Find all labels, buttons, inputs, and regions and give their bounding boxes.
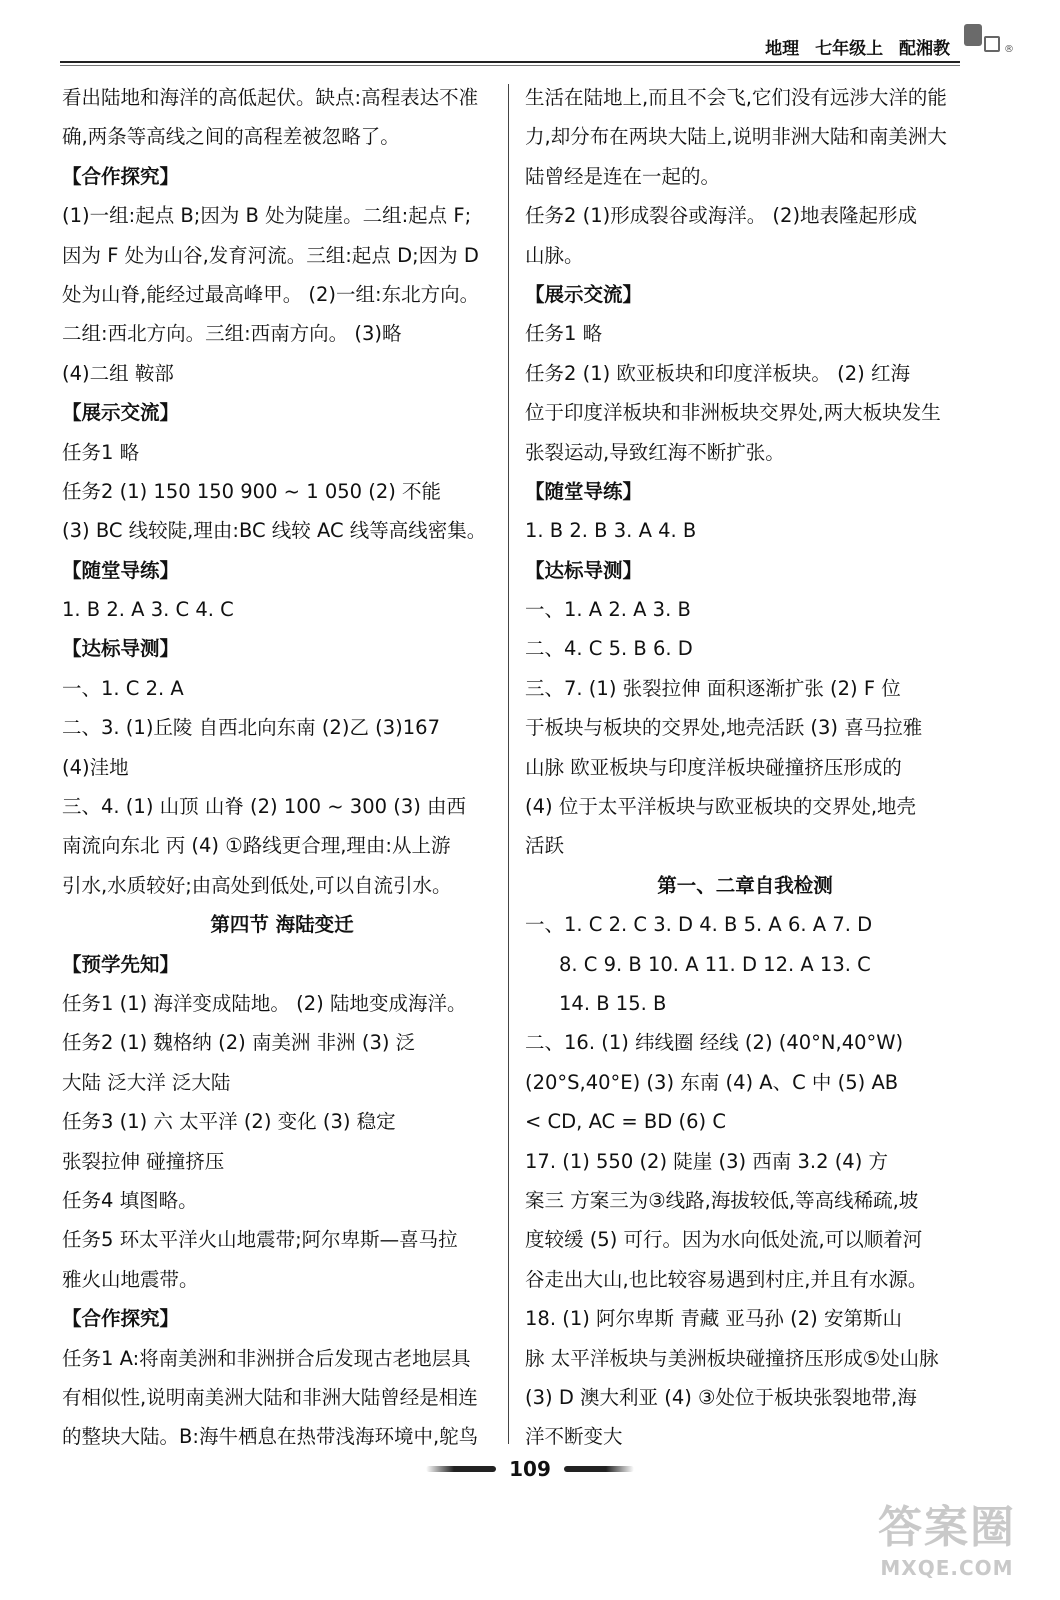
answer-line: 于板块与板块的交界处,地壳活跃 (3) 喜马拉雅 <box>525 716 923 740</box>
chapter-title: 第一、二章自我检测 <box>657 873 833 897</box>
answer-line: 确,两条等高线之间的高程差被忽略了。 <box>62 125 400 149</box>
section-heading: 【合作探究】 <box>62 1307 180 1331</box>
section-heading: 【达标导测】 <box>525 558 643 582</box>
answer-line: 有相似性,说明南美洲大陆和非洲大陆曾经是相连 <box>62 1385 478 1409</box>
answer-line: (3) BC 线较陡,理由:BC 线较 AC 线等高线密集。 <box>62 519 487 543</box>
answer-line: 任务3 (1) 六 太平洋 (2) 变化 (3) 稳定 <box>62 1110 396 1134</box>
answer-line: 张裂运动,导致红海不断扩张。 <box>525 440 785 464</box>
answer-line: 度较缓 (5) 可行。因为水向低处流,可以顺着河 <box>525 1228 923 1252</box>
answer-line: 三、4. (1) 山顶 山脊 (2) 100 ~ 300 (3) 由西 <box>62 795 467 819</box>
page-header <box>60 14 1020 66</box>
answer-line: 的整块大陆。B:海牛栖息在热带浅海环境中,鸵鸟 <box>62 1425 479 1449</box>
header-rule <box>60 61 960 63</box>
answer-line: (4) 位于太平洋板块与欧亚板块的交界处,地壳 <box>525 795 917 819</box>
answer-line: 二、3. (1)丘陵 自西北向东南 (2)乙 (3)167 <box>62 716 440 740</box>
answer-line: (4)二组 鞍部 <box>62 361 174 385</box>
answer-line: (4)洼地 <box>62 755 129 779</box>
header-title <box>755 34 950 59</box>
publisher-mark-icon <box>984 36 1000 52</box>
answer-line: 一、1. C 2. C 3. D 4. B 5. A 6. A 7. D <box>525 913 873 937</box>
answer-line: 张裂拉伸 碰撞挤压 <box>62 1149 225 1173</box>
answer-line: < CD, AC = BD (6) C <box>525 1110 726 1134</box>
answer-line: 引水,水质较好;由高处到低处,可以自流引水。 <box>62 873 452 897</box>
watermark <box>862 1500 1032 1590</box>
answer-line: (1)一组:起点 B;因为 B 处为陡崖。二组:起点 F; <box>62 204 472 228</box>
answer-line: 案三 方案三为③线路,海拔较低,等高线稀疏,坡 <box>525 1188 919 1212</box>
answer-line: 二、16. (1) 纬线圈 经线 (2) (40°N,40°W) <box>525 1031 904 1055</box>
section-heading: 【达标导测】 <box>62 637 180 661</box>
answer-line: 谷走出大山,也比较容易遇到村庄,并且有水源。 <box>525 1267 928 1291</box>
chapter-title: 第四节 海陆变迁 <box>210 913 354 937</box>
answer-line: 任务1 A:将南美洲和非洲拼合后发现古老地层具 <box>62 1346 471 1370</box>
answer-line: 雅火山地震带。 <box>62 1267 199 1291</box>
section-heading: 【合作探究】 <box>62 164 180 188</box>
watermark-url: MXQE.COM <box>880 1556 1014 1580</box>
answer-line: 一、1. C 2. A <box>62 676 184 700</box>
header-rule-thin <box>60 65 960 66</box>
answer-line: 17. (1) 550 (2) 陡崖 (3) 西南 3.2 (4) 方 <box>525 1149 889 1173</box>
answer-line: 任务1 略 <box>62 440 140 464</box>
section-heading: 【展示交流】 <box>525 282 643 306</box>
registered-mark: ® <box>1004 44 1014 55</box>
footer-ornament-left <box>426 1466 496 1472</box>
answer-line: (3) D 澳大利亚 (4) ③处位于板块张裂地带,海 <box>525 1385 917 1409</box>
answer-line: 处为山脊,能经过最高峰甲。 (2)一组:东北方向。 <box>62 282 480 306</box>
answer-line: 大陆 泛大洋 泛大陆 <box>62 1070 231 1094</box>
answer-line: 任务2 (1) 欧亚板块和印度洋板块。 (2) 红海 <box>525 361 910 385</box>
left-column <box>62 78 502 1457</box>
answer-line: 三、7. (1) 张裂拉伸 面积逐渐扩张 (2) F 位 <box>525 676 901 700</box>
answer-line: 因为 F 处为山谷,发育河流。三组:起点 D;因为 D <box>62 243 479 267</box>
header-edition: 配湘教 <box>899 39 950 59</box>
answer-line: 南流向东北 丙 (4) ①路线更合理,理由:从上游 <box>62 834 451 858</box>
answer-line: 一、1. A 2. A 3. B <box>525 598 691 622</box>
answer-line: 生活在陆地上,而且不会飞,它们没有远涉大洋的能 <box>525 86 947 109</box>
answer-line: 二、4. C 5. B 6. D <box>525 637 693 661</box>
header-subject: 地理 <box>765 39 800 59</box>
answer-line: 任务2 (1) 魏格纳 (2) 南美洲 非洲 (3) 泛 <box>62 1031 416 1055</box>
answer-line: 力,却分布在两块大陆上,说明非洲大陆和南美洲大 <box>525 125 947 149</box>
footer-ornament-right <box>564 1466 634 1472</box>
answer-line: 任务2 (1) 150 150 900 ~ 1 050 (2) 不能 <box>62 479 442 503</box>
answer-line: (20°S,40°E) (3) 东南 (4) A、C 中 (5) AB <box>525 1070 899 1094</box>
section-heading: 【随堂导练】 <box>525 479 643 503</box>
section-heading: 【随堂导练】 <box>62 558 180 582</box>
answer-line: 山脉 欧亚板块与印度洋板块碰撞挤压形成的 <box>525 755 902 779</box>
page-footer <box>0 1457 1060 1493</box>
answer-line: 看出陆地和海洋的高低起伏。缺点:高程表达不准 <box>62 86 479 109</box>
answer-line: 18. (1) 阿尔卑斯 青藏 亚马孙 (2) 安第斯山 <box>525 1307 902 1331</box>
answer-line: 任务1 (1) 海洋变成陆地。 (2) 陆地变成海洋。 <box>62 991 467 1015</box>
answer-line: 任务5 环太平洋火山地震带;阿尔卑斯—喜马拉 <box>62 1228 458 1252</box>
answer-line: 洋不断变大 <box>525 1425 623 1449</box>
answer-line: 8. C 9. B 10. A 11. D 12. A 13. C <box>559 952 871 976</box>
answer-line: 任务1 略 <box>525 322 603 346</box>
section-heading: 【预学先知】 <box>62 952 180 976</box>
answer-line: 任务2 (1)形成裂谷或海洋。 (2)地表隆起形成 <box>525 204 918 228</box>
right-column <box>525 78 965 1457</box>
page-number: 109 <box>509 1457 551 1481</box>
answer-line: 1. B 2. A 3. C 4. C <box>62 598 234 622</box>
header-grade: 七年级上 <box>815 39 884 59</box>
answer-line: 脉 太平洋板块与美洲板块碰撞挤压形成⑤处山脉 <box>525 1346 939 1370</box>
publisher-logo-icon <box>964 24 982 46</box>
answer-line: 陆曾经是连在一起的。 <box>525 164 721 188</box>
section-heading: 【展示交流】 <box>62 401 180 425</box>
answer-line: 1. B 2. B 3. A 4. B <box>525 519 697 543</box>
answer-line: 二组:西北方向。三组:西南方向。 (3)略 <box>62 322 402 346</box>
answer-line: 活跃 <box>525 834 565 858</box>
watermark-logo: 答案圈 <box>878 1502 1016 1553</box>
answer-line: 任务4 填图略。 <box>62 1188 198 1212</box>
column-divider <box>508 84 509 1444</box>
answer-line: 14. B 15. B <box>559 991 667 1015</box>
answer-line: 山脉。 <box>525 243 584 267</box>
answer-line: 位于印度洋板块和非洲板块交界处,两大板块发生 <box>525 401 941 425</box>
